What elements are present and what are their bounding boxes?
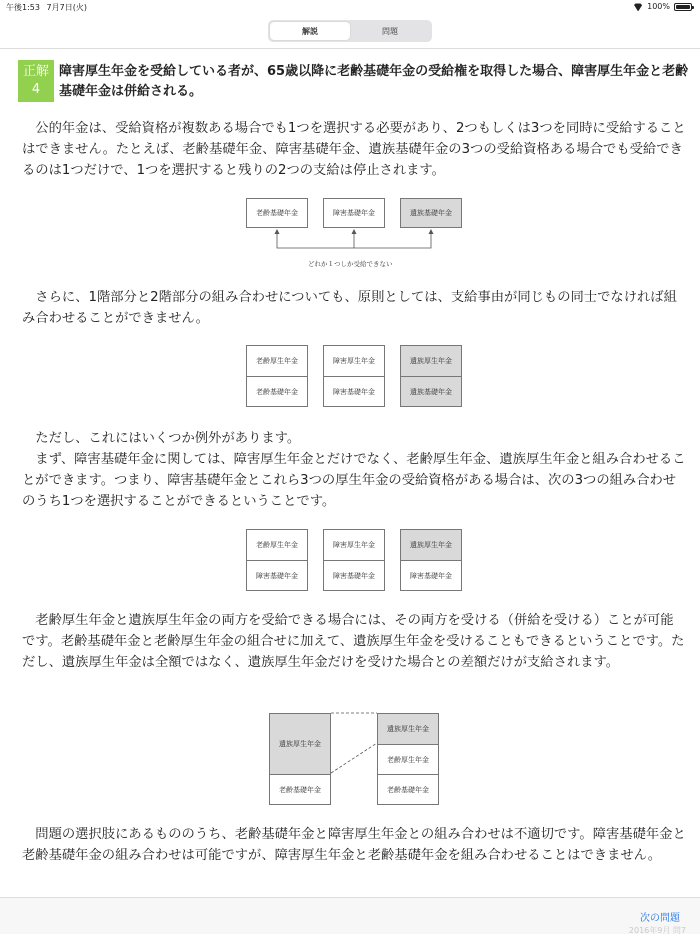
diagram4-cell: 老齢基礎年金 [270,774,330,805]
answer-label: 正解 [22,64,49,79]
diagram4-cell: 遺族厚生年金 [270,714,330,774]
diagram1-box-2: 障害基礎年金 [323,198,385,228]
tab-explanation[interactable]: 解説 [270,22,350,40]
paragraph-3: ただし、これにはいくつか例外があります。 まず、障害基礎年金に関しては、障害厚生年金とだけでなく、老齢厚生年金、遺族厚生年金と組み合わせることができます。つまり、障害基礎年金とこれら3つの厚生年金の受給資格がある場合は、次の3つの組み合わせのうち1つを選択することができるということです。 [22,431,686,509]
paragraph-1: 公的年金は、受給資格が複数ある場合でも1つを選択する必要があり、2つもしくは3つを同時に受給することはできません。たとえば、老齢基礎年金、障害基礎年金、遺族基礎年金の3つの受給資格ある場合でも受給できるのは1つだけで、1つを選択すると残りの2つの支給は停止されます。 [22,121,686,178]
paragraph-2: さらに、1階部分と2階部分の組み合わせについても、原則としては、支給事由が同じもの同士でなければ組み合わせることができません。 [22,290,677,326]
diagram3-cell: 障害基礎年金 [324,560,384,591]
diagram4-cell: 老齢厚生年金 [378,744,438,774]
diagram2-cell: 障害基礎年金 [324,376,384,407]
next-question-link[interactable]: 次の問題 [640,913,680,924]
diagram3-cell: 老齢厚生年金 [256,541,298,549]
diagram1-note: どれか１つしか受給できない [308,260,393,268]
diagram3-cell: 障害基礎年金 [401,560,461,591]
diagram2-cell: 障害厚生年金 [333,357,375,365]
exam-source-note: 2016年9月 問7 [628,926,686,934]
battery-percent: 100% [647,2,670,11]
tab-question[interactable]: 問題 [382,26,398,36]
diagram2-cell: 老齢基礎年金 [247,376,307,407]
diagram3-cell: 遺族厚生年金 [401,530,461,560]
diagram1-box-3: 遺族基礎年金 [400,198,462,228]
diagram3-cell: 障害厚生年金 [333,541,375,549]
diagram4-cell: 老齢基礎年金 [378,774,438,805]
status-time: 午後1:53 [6,3,40,12]
diagram2-cell: 遺族厚生年金 [410,357,452,365]
status-date: 7月7日(火) [46,3,87,12]
diagram4-cell: 遺族厚生年金 [378,714,438,744]
question-text: 障害厚生年金を受給している者が、65歳以降に老齢基礎年金の受給権を取得した場合、障害厚生年金と老齢基礎年金は併給される。 [59,64,689,99]
diagram2-cell: 老齢厚生年金 [256,357,298,365]
paragraph-4: 老齢厚生年金と遺族厚生年金の両方を受給できる場合には、その両方を受ける（併給を受ける）ことが可能です。老齢基礎年金と老齢厚生年金の組合せに加えて、遺族厚生年金を受けることもできるということです。ただし、遺族厚生年金は全額ではなく、遺族厚生年金だけを受けた場合との差額だけが支給されます。 [22,613,685,670]
diagram1-box-1: 老齢基礎年金 [246,198,308,228]
bottom-toolbar [0,897,700,934]
diagram2-cell: 遺族基礎年金 [401,376,461,407]
paragraph-5: 問題の選択肢にあるもののうち、老齢基礎年金と障害厚生年金との組み合わせは不適切です。障害基礎年金と老齢基礎年金の組み合わせは可能ですが、障害厚生年金と老齢基礎年金を組み合わせることはできません。 [22,827,686,863]
answer-number: 4 [31,82,41,97]
diagram3-cell: 障害基礎年金 [247,560,307,591]
